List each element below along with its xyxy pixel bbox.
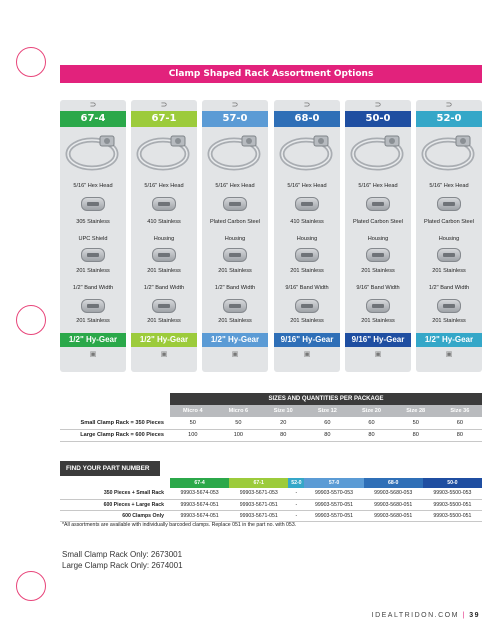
part-chip-icon (152, 299, 176, 313)
part-chip-icon (81, 197, 105, 211)
column-screw: 201 Stainless (432, 318, 466, 324)
row-label: 600 Pieces + Large Rack (60, 499, 170, 510)
large-rack-only: Large Clamp Rack Only: 2674001 (62, 561, 183, 570)
row-label: Small Clamp Rack = 350 Pieces (60, 417, 170, 429)
clamp-image (62, 130, 124, 176)
size-column-header: Micro 4 (170, 405, 216, 417)
column-cover: Housing (438, 236, 460, 242)
column-screw: 201 Stainless (218, 318, 252, 324)
column-housing: 201 Stainless (290, 268, 324, 274)
part-number-cell: 99903-5570-051 (304, 499, 363, 510)
hanger-tab-icon: ▣ (231, 351, 239, 358)
binder-hole-bottom (16, 571, 46, 601)
part-number-cell: 99903-5570-053 (304, 488, 363, 499)
row-label: 600 Clamps Only (60, 510, 170, 521)
quantity-cell: 80 (305, 429, 349, 441)
table-row (60, 429, 482, 441)
table-row (60, 510, 482, 521)
part-number-cell: 99903-5671-051 (229, 510, 288, 521)
hanger-hook-icon: ⊃ (374, 100, 382, 109)
part-table-blank (60, 478, 170, 488)
column-screw: 201 Stainless (147, 318, 181, 324)
part-number-cell: 99903-5500-051 (423, 510, 482, 521)
page-number: 39 (469, 612, 480, 619)
quantity-cell: 20 (261, 417, 305, 429)
column-band: 1/2" Band Width (428, 285, 470, 291)
quantity-cell: 50 (216, 417, 262, 429)
hanger-hook-icon: ⊃ (303, 100, 311, 109)
size-column-header: Size 12 (305, 405, 349, 417)
size-column-header: Micro 6 (216, 405, 262, 417)
quantity-cell: 80 (349, 429, 393, 441)
hanger-hook-icon: ⊃ (231, 100, 239, 109)
part-number-cell: 99903-5674-051 (170, 510, 229, 521)
column-code: 52-0 (416, 111, 482, 127)
barcode-note: *All assortments are available with individually barcoded clamps. Replace 051 in the part no. with 053. (62, 522, 297, 528)
part-chip-icon (295, 299, 319, 313)
part-number-cell: - (288, 510, 304, 521)
hanger-tab-icon: ▣ (89, 351, 97, 358)
part-number-cell: 99903-5570-051 (304, 510, 363, 521)
column-housing: 201 Stainless (218, 268, 252, 274)
footer-site: IDEALTRIDON.COM (371, 612, 459, 619)
column-band: 1/2" Band Width (143, 285, 185, 291)
part-number-cell: 99903-5500-053 (423, 488, 482, 499)
row-label: Large Clamp Rack = 600 Pieces (60, 429, 170, 441)
quantity-cell: 60 (438, 417, 482, 429)
quantity-cell: 80 (261, 429, 305, 441)
page-title: Clamp Shaped Rack Assortment Options (60, 65, 482, 83)
rack-only-list (62, 549, 183, 571)
part-number-cell: 99903-5500-051 (423, 499, 482, 510)
column-material: Plated Carbon Steel (352, 219, 404, 225)
hanger-hook-icon: ⊃ (89, 100, 97, 109)
clamp-image (204, 130, 266, 176)
sizes-table-blank (60, 405, 170, 417)
column-band: 1/2" Band Width (214, 285, 256, 291)
part-chip-icon (366, 197, 390, 211)
hanger-tab-icon: ▣ (160, 351, 168, 358)
hanger-tab-icon: ▣ (374, 351, 382, 358)
column-size: 5/16" Hex Head (144, 183, 184, 189)
quantity-cell: 60 (305, 417, 349, 429)
part-number-cell: 99903-5674-053 (170, 488, 229, 499)
column-material: 305 Stainless (76, 219, 110, 225)
hanger-hook-icon: ⊃ (160, 100, 168, 109)
quantity-cell: 80 (438, 429, 482, 441)
column-band: 9/16" Band Width (285, 285, 329, 291)
size-column-header: Size 28 (394, 405, 438, 417)
part-number-cell: 99903-5671-053 (229, 488, 288, 499)
binder-hole-top (16, 47, 46, 77)
column-band: 9/16" Band Width (356, 285, 400, 291)
column-material: 410 Stainless (290, 219, 324, 225)
part-number-cell: 99903-5680-051 (364, 499, 423, 510)
part-number-cell: 99903-5680-053 (364, 488, 423, 499)
size-column-header: Size 10 (261, 405, 305, 417)
part-number-cell: 99903-5671-051 (229, 499, 288, 510)
column-size: 5/16" Hex Head (429, 183, 469, 189)
size-column-header: Size 20 (349, 405, 393, 417)
part-chip-icon (152, 197, 176, 211)
column-material: 410 Stainless (147, 219, 181, 225)
part-chip-icon (223, 248, 247, 262)
clamp-image (347, 130, 409, 176)
part-chip-icon (295, 197, 319, 211)
sizes-table-header: SIZES AND QUANTITIES PER PACKAGE (170, 393, 482, 405)
row-label: 350 Pieces + Small Rack (60, 488, 170, 499)
part-chip-icon (81, 299, 105, 313)
column-housing: 201 Stainless (76, 268, 110, 274)
quantity-cell: 80 (394, 429, 438, 441)
clamp-image (133, 130, 195, 176)
part-column-header: 57-0 (304, 478, 363, 488)
column-screw: 201 Stainless (76, 318, 110, 324)
part-column-header: 67-1 (229, 478, 288, 488)
part-number-cell: 99903-5674-051 (170, 499, 229, 510)
quantity-cell: 50 (394, 417, 438, 429)
quantity-cell: 60 (349, 417, 393, 429)
part-chip-icon (223, 299, 247, 313)
column-cover: UPC Shield (78, 236, 108, 242)
gear-label: 1/2" Hy-Gear (60, 333, 126, 347)
column-housing: 201 Stainless (147, 268, 181, 274)
part-number-cell: - (288, 488, 304, 499)
column-material: Plated Carbon Steel (423, 219, 475, 225)
column-size: 5/16" Hex Head (73, 183, 113, 189)
part-chip-icon (437, 197, 461, 211)
part-number-cell: 99903-5680-051 (364, 510, 423, 521)
part-chip-icon (366, 299, 390, 313)
column-cover: Housing (296, 236, 318, 242)
column-code: 50-0 (345, 111, 411, 127)
clamp-image (276, 130, 338, 176)
part-chip-icon (437, 248, 461, 262)
part-chip-icon (152, 248, 176, 262)
hanger-hook-icon: ⊃ (445, 100, 453, 109)
hanger-tab-icon: ▣ (303, 351, 311, 358)
part-number-table (60, 478, 482, 522)
part-column-header: 52-0 (288, 478, 304, 488)
column-band: 1/2" Band Width (72, 285, 114, 291)
gear-label: 9/16" Hy-Gear (345, 333, 411, 347)
part-chip-icon (295, 248, 319, 262)
column-screw: 201 Stainless (290, 318, 324, 324)
column-code: 67-4 (60, 111, 126, 127)
part-column-header: 67-4 (170, 478, 229, 488)
gear-label: 1/2" Hy-Gear (131, 333, 197, 347)
table-row (60, 417, 482, 429)
column-screw: 201 Stainless (361, 318, 395, 324)
size-column-header: Size 36 (438, 405, 482, 417)
sizes-quantities-table (60, 393, 482, 442)
gear-label: 9/16" Hy-Gear (274, 333, 340, 347)
column-cover: Housing (153, 236, 175, 242)
part-chip-icon (81, 248, 105, 262)
hanger-tab-icon: ▣ (445, 351, 453, 358)
part-chip-icon (437, 299, 461, 313)
column-size: 5/16" Hex Head (287, 183, 327, 189)
table-row (60, 499, 482, 510)
column-code: 68-0 (274, 111, 340, 127)
column-cover: Housing (367, 236, 389, 242)
part-column-header: 68-0 (364, 478, 423, 488)
part-chip-icon (366, 248, 390, 262)
part-column-header: 50-0 (423, 478, 482, 488)
gear-label: 1/2" Hy-Gear (202, 333, 268, 347)
part-number-cell: - (288, 499, 304, 510)
binder-hole-middle (16, 305, 46, 335)
table-row (60, 488, 482, 499)
footer-separator: | (462, 612, 466, 619)
sizes-table-blank (60, 393, 170, 405)
page-footer (372, 612, 480, 619)
clamp-image (418, 130, 480, 176)
quantity-cell: 100 (170, 429, 216, 441)
small-rack-only: Small Clamp Rack Only: 2673001 (62, 550, 183, 559)
find-part-number-header: FIND YOUR PART NUMBER (60, 461, 160, 476)
column-size: 5/16" Hex Head (215, 183, 255, 189)
column-material: Plated Carbon Steel (209, 219, 261, 225)
quantity-cell: 50 (170, 417, 216, 429)
column-code: 57-0 (202, 111, 268, 127)
quantity-cell: 100 (216, 429, 262, 441)
column-code: 67-1 (131, 111, 197, 127)
column-cover: Housing (224, 236, 246, 242)
column-housing: 201 Stainless (361, 268, 395, 274)
part-chip-icon (223, 197, 247, 211)
column-housing: 201 Stainless (432, 268, 466, 274)
column-size: 5/16" Hex Head (358, 183, 398, 189)
gear-label: 1/2" Hy-Gear (416, 333, 482, 347)
